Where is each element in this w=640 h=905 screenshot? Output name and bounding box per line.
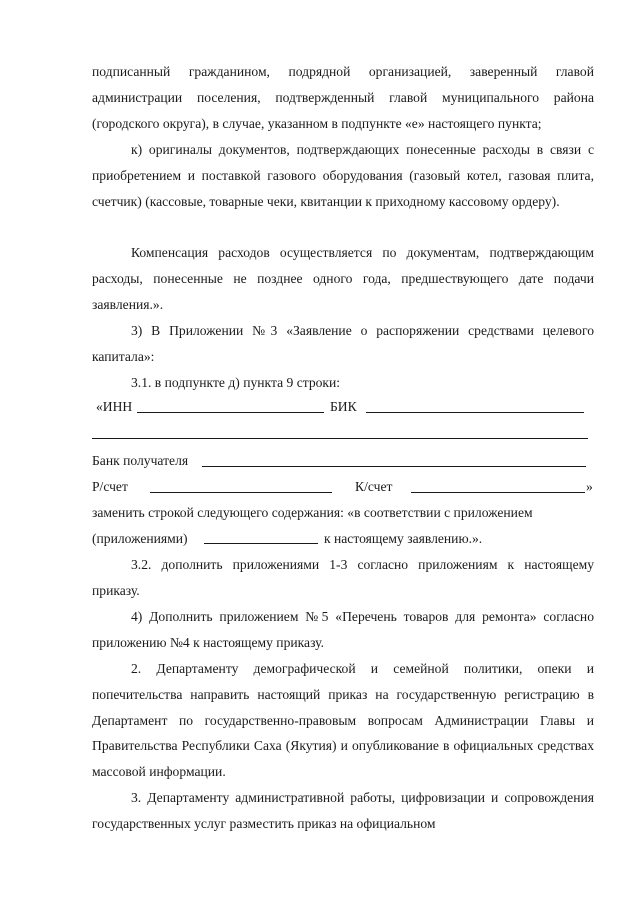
paragraph-subitem-3-2: 3.2. дополнить приложениями 1-3 согласно приложениям к настоящему приказу. bbox=[92, 557, 594, 598]
full-blank-line bbox=[92, 438, 588, 439]
paragraph-appendix-3: 3) В Приложении №3 «Заявление о распоряжении средствами целевого капитала»: bbox=[92, 323, 594, 364]
ks-blank-line bbox=[411, 492, 585, 493]
paragraph-item-4: 4) Дополнить приложением №5 «Перечень товаров для ремонта» согласно приложению №4 к настоящему приказу. bbox=[92, 609, 594, 650]
replace-line-end: к настоящему заявлению.». bbox=[324, 531, 483, 546]
appendix-blank-line bbox=[204, 543, 318, 544]
ks-label: К/счет bbox=[355, 479, 393, 494]
paragraph-item-k: к) оригиналы документов, подтверждающих понесенные расходы в связи с приобретением и поставкой газового оборудования (газовый котел, газовая плита, счетчик) (кассовые, товарные чеки, квитанции к приходному кассовому ордеру). bbox=[92, 142, 594, 209]
paragraph-replace-line: заменить строкой следующего содержания: «в соответствии с приложением bbox=[92, 505, 533, 520]
rs-blank-line bbox=[150, 492, 332, 493]
paragraph-subitem-3-1: 3.1. в подпункте д) пункта 9 строки: bbox=[131, 375, 341, 390]
inn-label: «ИНН bbox=[96, 399, 133, 414]
paragraph-item-3: 3. Департаменту административной работы, цифровизации и сопровождения государственных услуг разместить приказ на официальном bbox=[92, 790, 594, 831]
bik-label: БИК bbox=[330, 399, 357, 414]
closing-quote: » bbox=[586, 479, 593, 494]
paragraph-compensation: Компенсация расходов осуществляется по документам, подтверждающим расходы, понесенные не позднее одного года, предшествующего дате подачи заявления.». bbox=[92, 245, 594, 312]
bik-blank-line bbox=[366, 412, 584, 413]
paragraph-continuation: подписанный гражданином, подрядной организацией, заверенный главой администрации поселения, подтвержденный главой муниципального района (городского округа), в случае, указанном в подпункте «е» настоящего пункта; bbox=[92, 64, 594, 131]
replace-line-start: (приложениями) bbox=[92, 531, 188, 546]
bank-blank-line bbox=[202, 466, 586, 467]
inn-blank-line bbox=[137, 412, 324, 413]
bank-label: Банк получателя bbox=[92, 453, 189, 468]
rs-label: Р/счет bbox=[92, 479, 128, 494]
paragraph-item-2: 2. Департаменту демографической и семейной политики, опеки и попечительства направить настоящий приказ на государственную регистрацию в Департамент по государственно-правовым вопросам Администрации Главы и Правительства Республики Саха (Якутия) и опубликование в официальных средствах массовой информации. bbox=[92, 661, 594, 780]
